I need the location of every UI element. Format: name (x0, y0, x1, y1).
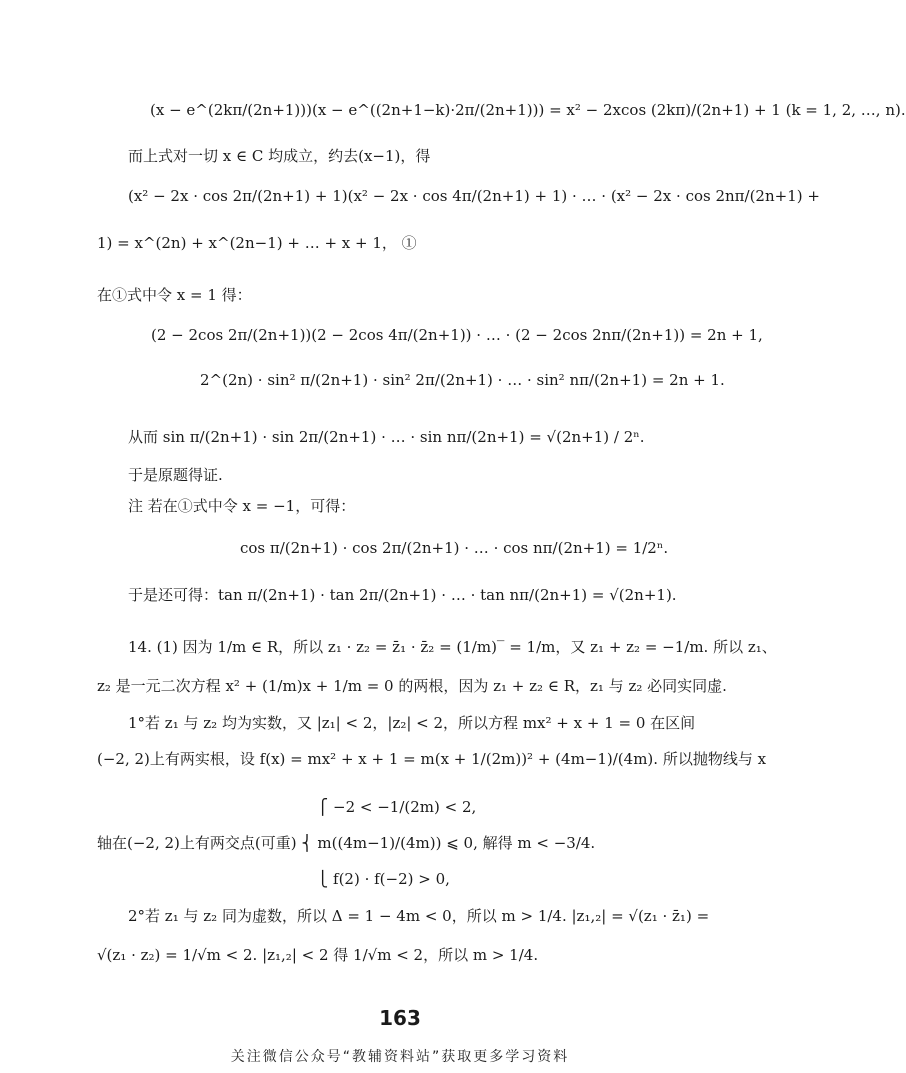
text-set-x-1: 在①式中令 x = 1 得： (97, 286, 252, 304)
case-1-line2: (−2, 2)上有两实根，设 f(x) = mx² + x + 1 = m(x + 1/(2m))² + (4m−1)/(4m). 所以抛物线与 x (97, 750, 767, 768)
problem-14-line2: z₂ 是一元二次方程 x² + (1/m)x + 1/m = 0 的两根，因为 z₁ + z₂ ∈ R，z₁ 与 z₂ 必同实同虚. (97, 677, 727, 695)
system-condition-1: ⎧ −2 < −1/(2m) < 2, (317, 798, 477, 816)
equation-sin-product: 从而 sin π/(2n+1) · sin 2π/(2n+1) · … · sin nπ/(2n+1) = √(2n+1) / 2ⁿ. (128, 428, 645, 446)
note-set-x-minus-1: 注 若在①式中令 x = −1，可得： (128, 497, 356, 515)
system-condition-2: 轴在(−2, 2)上有两交点(可重) ⎨ m((4m−1)/(4m)) ⩽ 0, 解得 m < −3/4. (97, 834, 596, 852)
text-cancel-factor: 而上式对一切 x ∈ C 均成立，约去(x−1)，得 (128, 147, 431, 165)
equation-product-line1: (x² − 2x · cos 2π/(2n+1) + 1)(x² − 2x · cos 4π/(2n+1) + 1) · … · (x² − 2x · cos 2nπ/(2n+1) + (128, 187, 820, 205)
page-number: 163 (379, 1006, 421, 1030)
equation-product-line2: 1) = x^(2n) + x^(2n−1) + … + x + 1， ① (97, 234, 417, 252)
case-1-line1: 1°若 z₁ 与 z₂ 均为实数，又 |z₁| < 2，|z₂| < 2，所以方程 mx² + x + 1 = 0 在区间 (128, 714, 696, 732)
problem-14-line1: 14. (1) 因为 1/m ∈ R，所以 z₁ · z₂ = z̄₁ · z̄₂ = (1/m)‾ = 1/m，又 z₁ + z₂ = −1/m. 所以 z₁、 (128, 638, 777, 656)
equation-cos-product-result: cos π/(2n+1) · cos 2π/(2n+1) · … · cos nπ/(2n+1) = 1/2ⁿ. (240, 539, 669, 557)
equation-tan-product: 于是还可得：tan π/(2n+1) · tan 2π/(2n+1) · … · tan nπ/(2n+1) = √(2n+1). (128, 586, 677, 604)
footer-watermark-text: 关注微信公众号“教辅资料站”获取更多学习资料 (230, 1049, 570, 1065)
text-proved: 于是原题得证. (128, 466, 223, 484)
system-condition-3: ⎩ f(2) · f(−2) > 0, (317, 870, 450, 888)
equation-factor-pair: (x − e^(2kπ/(2n+1)))(x − e^((2n+1−k)·2π/(2n+1))) = x² − 2xcos (2kπ)/(2n+1) + 1 (k = 1, 2, …, n). (150, 101, 906, 119)
equation-sin-squared: 2^(2n) · sin² π/(2n+1) · sin² 2π/(2n+1) · … · sin² nπ/(2n+1) = 2n + 1. (200, 371, 725, 389)
equation-cos-product: (2 − 2cos 2π/(2n+1))(2 − 2cos 4π/(2n+1)) · … · (2 − 2cos 2nπ/(2n+1)) = 2n + 1, (151, 326, 763, 344)
case-2-line1: 2°若 z₁ 与 z₂ 同为虚数，所以 Δ = 1 − 4m < 0，所以 m > 1/4. |z₁,₂| = √(z₁ · z̄₁) = (128, 907, 710, 925)
case-2-line2: √(z₁ · z₂) = 1/√m < 2. |z₁,₂| < 2 得 1/√m < 2，所以 m > 1/4. (97, 946, 539, 964)
